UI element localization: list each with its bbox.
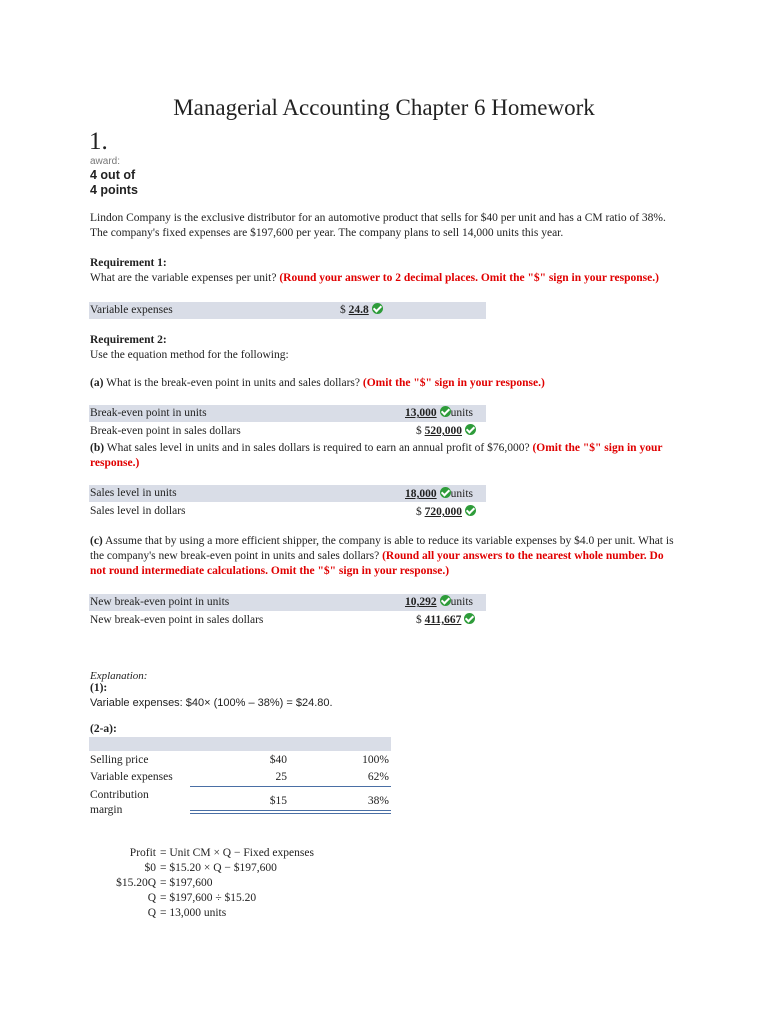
cm-total-line-1 [190,810,391,811]
eq1-lhs: Profit [129,847,156,859]
check-circle-icon [372,303,383,314]
eq3-rhs: = $197,600 [160,877,213,889]
cm-row1-label: Selling price [90,754,149,766]
req2c-tag: (c) [90,535,103,547]
req2a-instruction: (Omit the "$" sign in your response.) [362,377,545,389]
req2-intro: Use the equation method for the following: [90,349,289,361]
req1-instruction: (Round your answer to 2 decimal places. Omit the "$" sign in your response.) [279,272,659,284]
eq3-lhs: $15.20Q [116,877,156,889]
req2c-question [90,534,675,579]
req2b-question-text: What sales level in units and in sales dollars is required to earn an annual profit of $76,000? [104,442,533,454]
req2a-row2-answer[interactable] [416,423,476,440]
req2a-row1-answer[interactable] [405,405,473,422]
answer-value: 720,000 [424,506,462,518]
req2b-row1-answer[interactable] [405,486,473,503]
answer-value: 18,000 [405,488,437,500]
currency-sign: $ [416,506,422,518]
cm-subtotal-line [190,786,391,787]
cm-row1-percent: 100% [362,754,389,766]
cm-table-header [89,737,391,751]
check-circle-icon [440,595,451,606]
check-circle-icon [465,424,476,435]
req2a-question-text: What is the break-even point in units and sales dollars? [103,377,363,389]
req1-row-label: Variable expenses [90,304,173,316]
currency-sign: $ [416,425,422,437]
unit-label: units [450,407,473,419]
eq1-rhs: = Unit CM × Q − Fixed expenses [160,847,314,859]
explanation-part1-text: Variable expenses: $40× (100% – 38%) = $24.80. [90,697,333,709]
req2c-row2-label: New break-even point in sales dollars [90,614,264,626]
answer-value: 520,000 [424,425,462,437]
cm-total-line-2 [190,813,391,814]
check-circle-icon [464,613,475,624]
req2a-question [90,376,670,391]
answer-value: 13,000 [405,407,437,419]
req1-heading: Requirement 1: [90,257,167,269]
cm-row2-amount: 25 [275,771,287,783]
req2a-row1-label: Break-even point in units [90,407,207,419]
check-circle-icon [440,487,451,498]
req2-heading: Requirement 2: [90,334,167,346]
req2c-row1-label: New break-even point in units [90,596,230,608]
req1-question [90,271,670,286]
req2c-row1-answer[interactable] [405,594,473,611]
unit-label: units [450,488,473,500]
cm-row2-label: Variable expenses [90,771,173,783]
cm-row3-label: Contribution margin [90,789,149,816]
cm-row3-amount: $15 [269,795,287,807]
eq2-lhs: $0 [144,862,156,874]
question-number: 1. [89,128,108,155]
eq5-lhs: Q [147,907,156,919]
req2b-instruction: (Omit the "$" sign in your response.) [90,442,663,469]
answer-value: 411,667 [424,614,462,626]
req2-block [90,333,670,363]
req2a-tag: (a) [90,377,104,389]
currency-sign: $ [340,304,346,316]
award-label: award: [90,156,121,167]
award-points [90,168,170,198]
req2a-row2-label: Break-even point in sales dollars [90,425,241,437]
req2c-row2-answer[interactable] [416,612,475,629]
req1-block [90,256,670,286]
eq4-lhs: Q [147,892,156,904]
award-points-line1: 4 out of [90,168,136,182]
req2b-row1-label: Sales level in units [90,487,177,499]
explanation-part1-heading: (1): [90,682,108,694]
check-circle-icon [440,406,451,417]
req2b-row2-label: Sales level in dollars [90,505,186,517]
eq5-rhs: = 13,000 units [160,907,227,919]
req2b-row2-answer[interactable] [416,504,476,521]
eq2-rhs: = $15.20 × Q − $197,600 [160,862,277,874]
eq4-rhs: = $197,600 ÷ $15.20 [160,892,257,904]
explanation-part2a-heading: (2-a): [90,723,117,735]
unit-label: units [450,596,473,608]
cm-row1-amount: $40 [269,754,287,766]
check-circle-icon [465,505,476,516]
cm-row2-percent: 62% [367,771,389,783]
cm-row3-percent: 38% [367,795,389,807]
req2b-tag: (b) [90,442,105,454]
req1-question-text: What are the variable expenses per unit? [90,272,280,284]
explanation-label: Explanation: [90,670,148,682]
problem-intro: Lindon Company is the exclusive distributor for an automotive product that sells for $40 per unit and has a CM ratio of 38%. The company's fixed expenses are $197,600 per year. The company plans to sell 14,000 units this year. [90,212,666,239]
currency-sign: $ [416,614,422,626]
answer-value: 10,292 [405,596,437,608]
answer-value: 24.8 [348,304,369,316]
req1-answer[interactable] [340,302,383,319]
req2c-instruction: (Round all your answers to the nearest whole number. Do not round intermediate calculations. Omit the "$" sign in your response.) [90,550,664,577]
page-title: Managerial Accounting Chapter 6 Homework [173,95,595,120]
award-points-line2: 4 points [90,183,138,197]
req2b-question [90,441,680,471]
req2c-question-text: Assume that by using a more efficient shipper, the company is able to reduce its variable expenses by $4.0 per unit. What is the company's new break-even point in units and sales dollars? [90,535,674,562]
